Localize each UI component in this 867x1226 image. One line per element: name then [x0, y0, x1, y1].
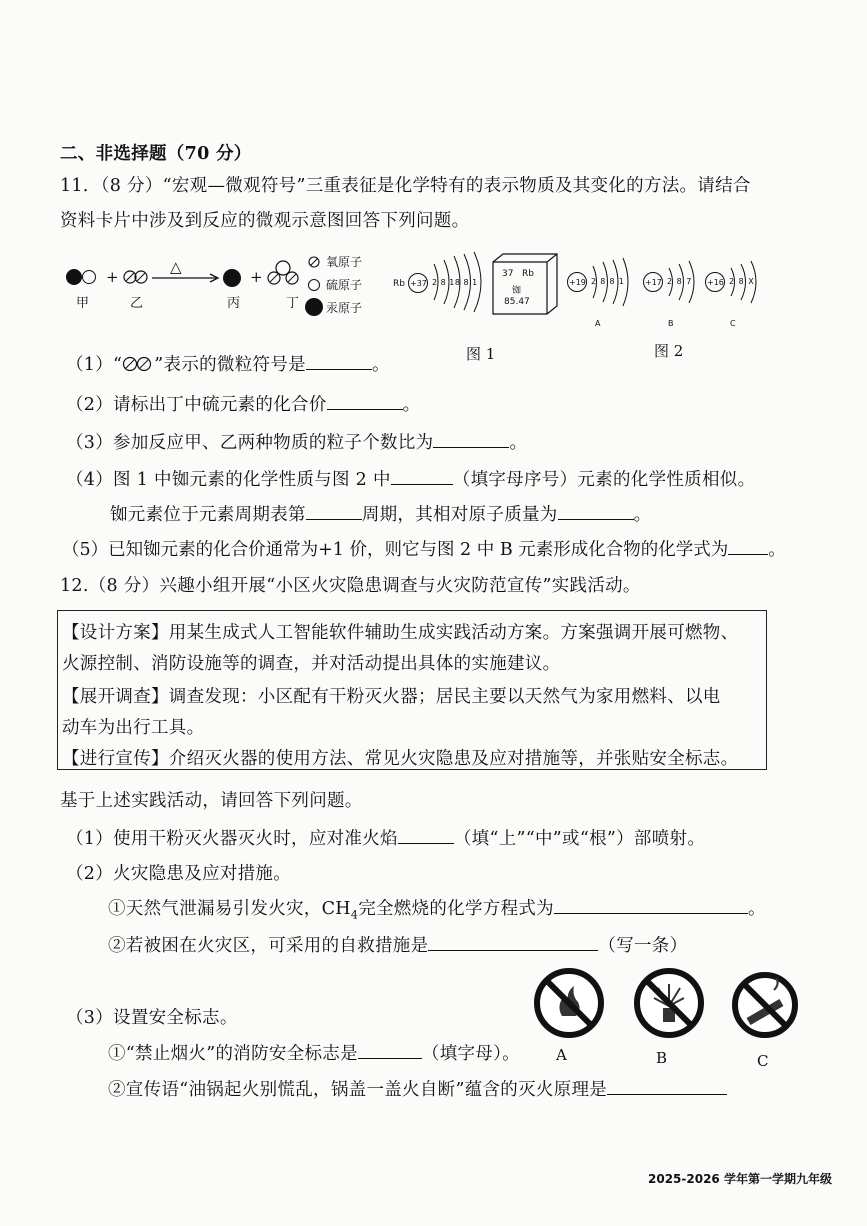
mercury-legend-icon: [305, 298, 323, 316]
rb-nucleus-charge: +37: [410, 279, 427, 288]
atom-c-label: C: [730, 319, 736, 328]
atom-c-charge: +16: [707, 278, 724, 287]
answer-blank[interactable]: [554, 896, 748, 915]
rb-shell-numbers: 2 8 18 8 1: [432, 278, 478, 287]
q12-lead: 基于上述实践活动，请回答下列问题。: [60, 791, 363, 811]
no-fireworks-sign-icon: [632, 966, 706, 1040]
atom-c-shell-numbers: 2 8 X: [729, 277, 755, 286]
box-publicity-line: 【进行宣传】介绍灭火器的使用方法、常见火灾隐患及应对措施等，并张贴安全标志。: [62, 749, 739, 769]
sign-b-label: B: [656, 1049, 668, 1067]
reaction-arrow: [152, 272, 220, 284]
q11-sub3: （3）参加反应甲、乙两种物质的粒子个数比为 。: [66, 429, 527, 454]
q12-sub2-1: ①天然气泄漏易引发火灾，$CH_4$完全燃烧的化学方程式为 。: [108, 895, 766, 922]
answer-blank[interactable]: [306, 352, 372, 371]
sign-c-label: C: [757, 1052, 769, 1070]
legend-oxygen: 氧原子: [326, 255, 363, 269]
card-atomic-number: 37: [502, 269, 514, 279]
atom-a-label: A: [595, 319, 601, 328]
mercury-atom: [223, 269, 241, 287]
q12-sub1: （1）使用干粉灭火器灭火时，应对准火焰 （填“上”“中”或“根”）部喷射。: [66, 825, 705, 850]
sulfur-legend-icon: [308, 279, 320, 291]
q11-sub4-cont: 铷元素位于元素周期表第 周期，其相对原子质量为 。: [110, 501, 651, 526]
heat-symbol: △: [170, 258, 182, 276]
q11-sub4: （4）图 1 中铷元素的化学性质与图 2 中 （填字母序号）元素的化学性质相似。: [66, 466, 755, 491]
answer-blank[interactable]: [327, 392, 403, 411]
label-jia: 甲: [76, 296, 90, 311]
atom-b-charge: +17: [645, 278, 662, 287]
oxygen-atom: [82, 270, 96, 284]
activity-info-box: [57, 610, 767, 770]
mercury-atom: [66, 269, 82, 285]
label-ding: 丁: [286, 296, 300, 311]
legend-mercury: 汞原子: [326, 301, 363, 315]
legend-sulfur: 硫原子: [326, 278, 363, 292]
q11-sub1: （1）“ ”表示的微粒符号是 。: [66, 351, 390, 376]
oxygen-legend-icon: [308, 256, 320, 268]
answer-blank[interactable]: [558, 502, 634, 521]
sign-a-label: A: [556, 1046, 567, 1064]
q11-sub5: （5）已知铷元素的化合价通常为+1 价，则它与图 2 中 B 元素形成化合物的化学式为 。: [62, 536, 786, 561]
q12-stem: 12.（8 分）兴趣小组开展“小区火灾隐患调查与火灾防范宣传”实践活动。: [60, 576, 641, 596]
no-smoking-sign-icon: [730, 970, 800, 1040]
box-design-plan-line1: 【设计方案】用某生成式人工智能软件辅助生成实践活动方案。方案强调开展可燃物、: [62, 623, 739, 643]
q12-sub3-1: ①“禁止烟火”的消防安全标志是 （填字母）。: [108, 1040, 520, 1065]
q12-sub3: （3）设置安全标志。: [66, 1008, 238, 1028]
card-name: 铷: [512, 286, 522, 296]
no-open-flame-sign-icon: [532, 966, 606, 1040]
answer-blank[interactable]: [607, 1077, 727, 1096]
oxygen-molecule: [123, 270, 149, 284]
page-footer: 2025-2026 学年第一学期九年级: [648, 1172, 832, 1186]
atom-b-label: B: [668, 319, 674, 328]
answer-blank[interactable]: [398, 826, 454, 845]
answer-blank[interactable]: [428, 933, 598, 952]
box-survey-line1: 【展开调查】调查发现：小区配有干粉灭火器；居民主要以天然气为家用燃料、以电: [62, 687, 721, 707]
figure-2-caption: 图 2: [654, 342, 684, 360]
oxygen-molecule-icon: [122, 356, 154, 372]
q12-sub2: （2）火灾隐患及应对措施。: [66, 864, 292, 884]
answer-blank[interactable]: [391, 467, 453, 486]
plus-sign: +: [106, 268, 119, 286]
atom-a-shell-numbers: 2 8 8 1: [591, 277, 625, 286]
label-bing: 丙: [227, 296, 241, 311]
atom-b-shell-numbers: 2 8 7: [667, 277, 693, 286]
sulfur-dioxide-molecule: [266, 260, 300, 286]
q11-stem-line2: 资料卡片中涉及到反应的微观示意图回答下列问题。: [60, 211, 470, 231]
card-symbol: Rb: [522, 269, 534, 279]
box-survey-line2: 动车为出行工具。: [62, 718, 205, 738]
answer-blank[interactable]: [433, 430, 509, 449]
answer-blank[interactable]: [358, 1041, 422, 1060]
box-design-plan-line2: 火源控制、消防设施等的调查，并对活动提出具体的实施建议。: [62, 654, 561, 674]
answer-blank[interactable]: [728, 537, 768, 556]
q11-sub2: （2）请标出丁中硫元素的化合价 。: [66, 391, 420, 416]
figure-1-caption: 图 1: [466, 345, 496, 363]
section-title: 二、非选择题（70 分）: [60, 144, 252, 164]
plus-sign: +: [250, 268, 263, 286]
q12-sub2-2: ②若被困在火灾区，可采用的自救措施是 （写一条）: [108, 932, 687, 957]
atom-a-charge: +19: [569, 278, 586, 287]
rb-symbol: Rb: [393, 279, 405, 289]
label-yi: 乙: [130, 296, 144, 311]
answer-blank[interactable]: [306, 502, 362, 521]
q12-sub3-2: ②宣传语“油锅起火别慌乱，锅盖一盖火自断”蕴含的灭火原理是: [108, 1076, 727, 1101]
q11-stem-line1: 11．（8 分）“宏观—微观符号”三重表征是化学特有的表示物质及其变化的方法。请结合: [60, 176, 751, 196]
card-mass: 85.47: [504, 297, 530, 307]
